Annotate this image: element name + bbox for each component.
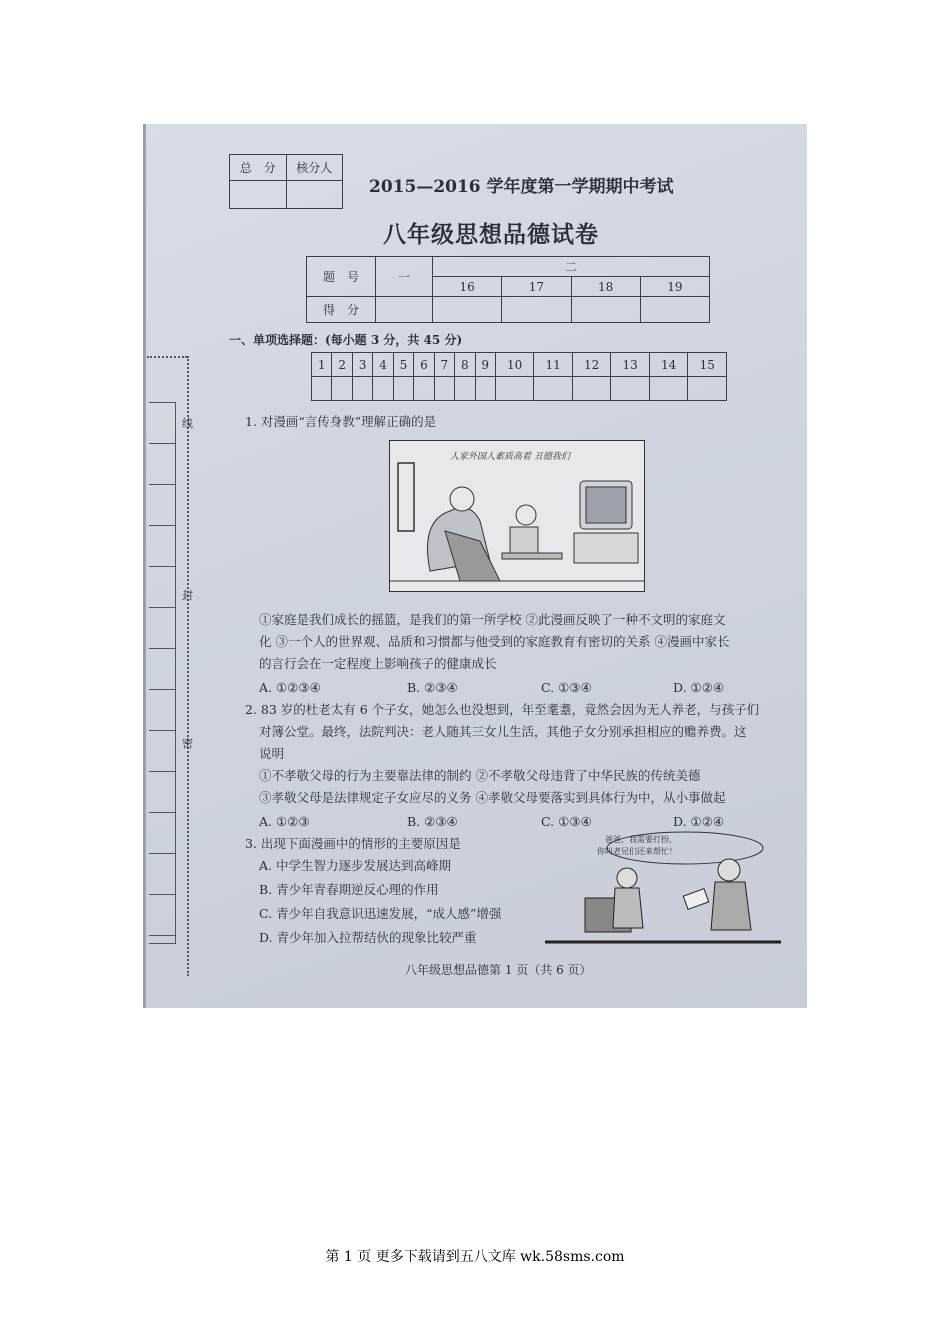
binding-cut-line-top bbox=[147, 356, 187, 358]
q3-option-b: B. 青少年青春期逆反心理的作用 bbox=[259, 882, 439, 897]
answer-number-cell: 1 bbox=[312, 353, 332, 377]
answer-blank-cell bbox=[393, 377, 413, 401]
answer-blank-cell bbox=[455, 377, 475, 401]
q1-option-a: A. ①②③④ bbox=[259, 680, 321, 695]
exam-photo bbox=[143, 124, 807, 1008]
binding-cut-line bbox=[187, 356, 189, 976]
q1-line-2: 化 ③一个人的世界观、品质和习惯都与他受到的家庭教育有密切的关系 ④漫画中家长 bbox=[259, 634, 730, 649]
answer-number-cell: 12 bbox=[572, 353, 611, 377]
answer-blank-cell bbox=[611, 377, 650, 401]
answer-blank-cell bbox=[495, 377, 534, 401]
answer-blank-cell bbox=[534, 377, 573, 401]
answer-grid bbox=[311, 352, 727, 401]
q3-cartoon-drawing bbox=[535, 830, 791, 958]
section1-heading: 一、单项选择题：(每小题 3 分，共 45 分) bbox=[229, 333, 463, 347]
total-score-label: 总 分 bbox=[230, 155, 287, 181]
answer-blank-cell bbox=[414, 377, 434, 401]
q2-line-5: ③孝敬父母是法律规定子女应尽的义务 ④孝敬父母要落实到具体行为中，从小事做起 bbox=[259, 790, 726, 805]
score-cell bbox=[502, 297, 571, 323]
q3-option-d: D. 青少年加入拉帮结伙的现象比较严重 bbox=[259, 930, 477, 945]
answer-blank-cell bbox=[572, 377, 611, 401]
question-number-label: 题 号 bbox=[307, 257, 376, 297]
checker-label: 核分人 bbox=[286, 155, 343, 181]
score-cell bbox=[571, 297, 640, 323]
answer-number-cell: 7 bbox=[434, 353, 454, 377]
answer-number-cell: 2 bbox=[332, 353, 352, 377]
answer-blank-cell bbox=[688, 377, 727, 401]
q2-line-4: ①不孝敬父母的行为主要靠法律的制约 ②不孝敬父母违背了中华民族的传统美德 bbox=[259, 768, 701, 783]
q3-option-c: C. 青少年自我意识迅速发展，“成人感”增强 bbox=[259, 906, 502, 921]
sub-18: 18 bbox=[571, 277, 640, 297]
q3-cartoon bbox=[535, 830, 791, 958]
q1-line-3: 的言行会在一定程度上影响孩子的健康成长 bbox=[259, 656, 497, 671]
q1-cartoon-caption: 人家外国人素质高着 丑德我们 bbox=[450, 452, 570, 462]
part2-label: 二 bbox=[433, 257, 710, 277]
sub-16: 16 bbox=[433, 277, 502, 297]
answer-number-cell: 4 bbox=[373, 353, 393, 377]
q1-option-b: B. ②③④ bbox=[407, 680, 458, 695]
answer-number-cell: 10 bbox=[495, 353, 534, 377]
q3-cartoon-caption-1: 爸爸，我需要打扮， bbox=[605, 835, 677, 844]
q3-option-a: A. 中学生智力逐步发展达到高峰期 bbox=[259, 858, 451, 873]
sub-19: 19 bbox=[640, 277, 709, 297]
answer-blank-cell bbox=[475, 377, 495, 401]
answer-number-cell: 15 bbox=[688, 353, 727, 377]
sub-17: 17 bbox=[502, 277, 571, 297]
q1-cartoon bbox=[389, 440, 645, 592]
q1-stem: 1. 对漫画“言传身教”理解正确的是 bbox=[245, 414, 437, 429]
q2-option-d: D. ①②④ bbox=[673, 814, 725, 829]
q2-line-3: 说明 bbox=[259, 746, 285, 761]
answer-blank-cell bbox=[332, 377, 352, 401]
side-mark-feng: 封 bbox=[182, 589, 193, 602]
q1-line-1: ①家庭是我们成长的摇篮，是我们的第一所学校 ②此漫画反映了一种不文明的家庭文 bbox=[259, 612, 726, 627]
answer-number-cell: 14 bbox=[649, 353, 688, 377]
score-cell bbox=[433, 297, 502, 323]
answer-blank-cell bbox=[649, 377, 688, 401]
q2-line-2: 对簿公堂。最终，法院判决：老人随其三女儿生活，其他子女分别承担相应的赡养费。这 bbox=[259, 724, 747, 739]
q1-cartoon-drawing bbox=[390, 441, 644, 591]
side-mark-xian: 线 bbox=[182, 417, 193, 430]
photo-page-footer: 八年级思想品德第 1 页（共 6 页） bbox=[405, 963, 592, 977]
q2-option-b: B. ②③④ bbox=[407, 814, 458, 829]
answer-number-cell: 8 bbox=[455, 353, 475, 377]
side-mark-mi: 密 bbox=[182, 737, 193, 750]
score-cell bbox=[376, 297, 433, 323]
answer-number-cell: 5 bbox=[393, 353, 413, 377]
answer-blank-cell bbox=[312, 377, 332, 401]
q3-stem: 3. 出现下面漫画中的情形的主要原因是 bbox=[245, 836, 461, 851]
answer-blank-cell bbox=[434, 377, 454, 401]
q2-option-c: C. ①③④ bbox=[541, 814, 592, 829]
q1-option-c: C. ①③④ bbox=[541, 680, 592, 695]
document-footer: 第 1 页 更多下载请到五八文库 wk.58sms.com bbox=[325, 1249, 625, 1265]
q2-option-a: A. ①②③ bbox=[259, 814, 310, 829]
answer-blank-cell bbox=[373, 377, 393, 401]
score-cell bbox=[640, 297, 709, 323]
binding-info-grid bbox=[149, 402, 176, 944]
answer-blank-cell bbox=[352, 377, 372, 401]
answer-number-cell: 9 bbox=[475, 353, 495, 377]
paper-title: 八年级思想品德试卷 bbox=[383, 221, 599, 248]
q2-line-1: 2. 83 岁的杜老太有 6 个子女，她怎么也没想到，年至耄耋，竟然会因为无人养老，与孩子们 bbox=[245, 702, 760, 717]
total-score-box bbox=[229, 154, 343, 209]
score-table bbox=[306, 256, 710, 323]
part1-label: 一 bbox=[376, 257, 433, 297]
checker-cell bbox=[286, 181, 343, 209]
total-score-cell bbox=[230, 181, 287, 209]
answer-number-cell: 3 bbox=[352, 353, 372, 377]
q3-cartoon-caption-2: 你叫老兄们还来帮忙！ bbox=[597, 847, 677, 856]
answer-number-cell: 13 bbox=[611, 353, 650, 377]
score-label: 得 分 bbox=[307, 297, 376, 323]
year-title: 2015—2016 学年度第一学期期中考试 bbox=[369, 177, 674, 197]
answer-number-cell: 6 bbox=[414, 353, 434, 377]
answer-number-cell: 11 bbox=[534, 353, 573, 377]
photo-left-edge-line bbox=[143, 124, 146, 1008]
q1-option-d: D. ①②④ bbox=[673, 680, 725, 695]
